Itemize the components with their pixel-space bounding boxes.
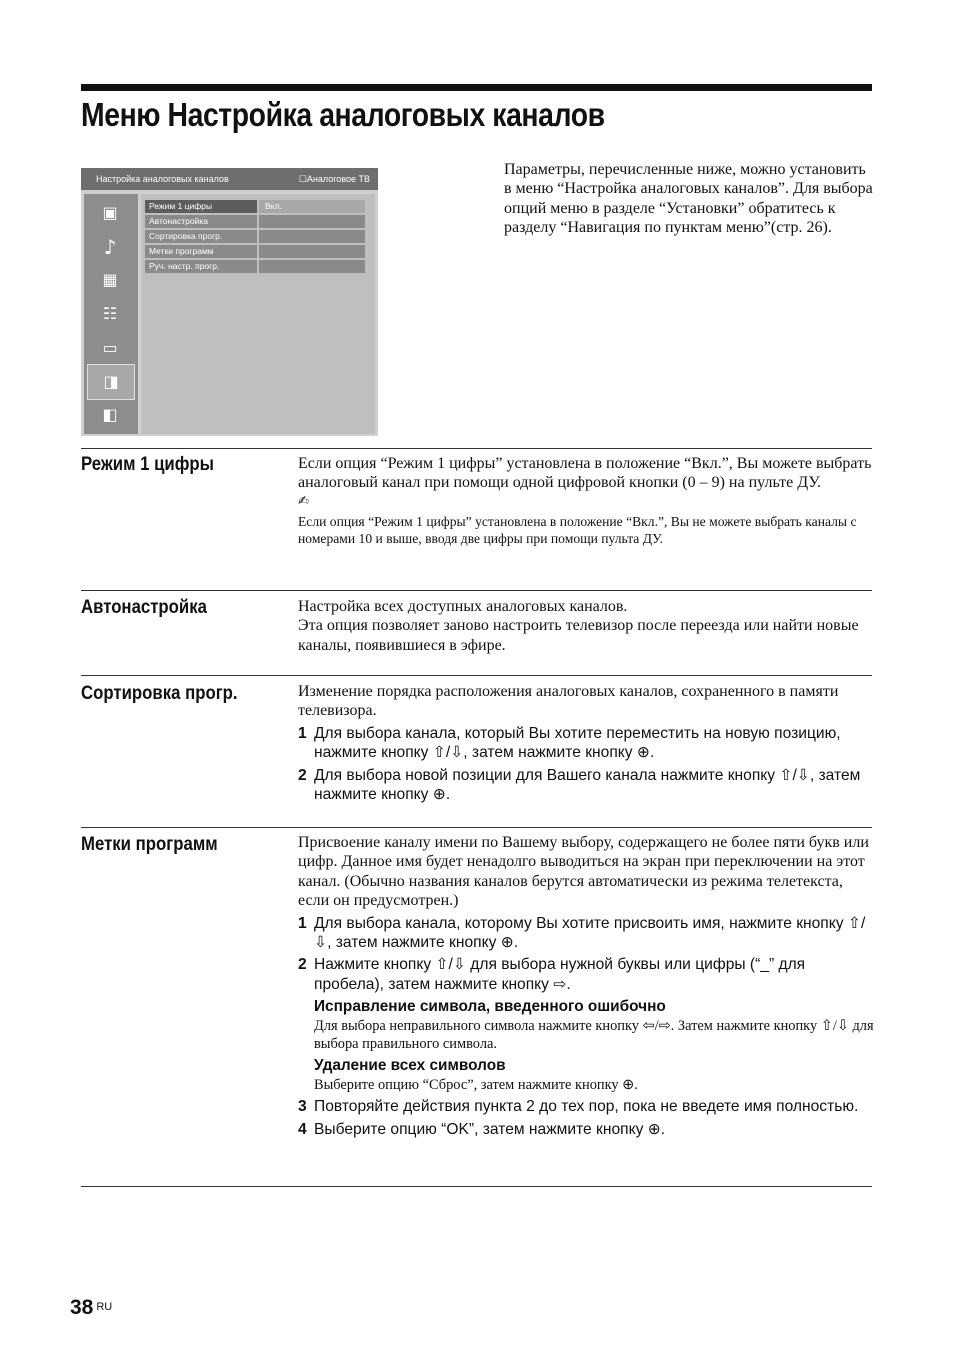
tv-menu-row-label: Метки программ [145, 245, 257, 258]
term-program-labels: Метки программ [81, 833, 218, 855]
page-number: 38 [70, 1296, 94, 1319]
definition-auto-tuning [298, 597, 876, 655]
step-text: Выберите опцию “OK”, затем нажмите кнопку ⊕. [314, 1120, 666, 1138]
tv-menu-header-mode: ☐Аналоговое ТВ [298, 174, 370, 184]
step-text: Для выбора новой позиции для Вашего канала нажмите кнопку ⇧/⇩, затем нажмите кнопку ⊕. [314, 766, 861, 804]
tv-menu-row-label: Руч. настр. прогр. [145, 260, 257, 273]
digital-setup-icon: ◧ [102, 405, 118, 424]
title-rule [81, 84, 872, 91]
definition-text: Если опция “Режим 1 цифры” установлена в положение “Вкл.”, Вы можете выбрать аналоговый канал при помощи одной цифровой кнопки (0 – 9) на пульте ДУ. [298, 455, 872, 492]
tv-menu-header-title: Настройка аналоговых каналов [96, 174, 229, 184]
sub-text: Выберите опцию “Сброс”, затем нажмите кнопку ⊕. [314, 1076, 638, 1093]
step-number: 1 [298, 914, 307, 932]
analog-setup-icon: ◨ [87, 364, 135, 400]
sub-text: Для выбора неправильного символа нажмите кнопку ⇦/⇨. Затем нажмите кнопку ⇧/⇩ для выбора правильного символа. [314, 1017, 874, 1053]
features-icon: ☷ [102, 304, 118, 323]
page-footer [70, 1296, 112, 1320]
definition-text: Изменение порядка расположения аналоговых каналов, сохраненного в памяти телевизора. [298, 683, 839, 720]
tv-menu-screenshot [81, 168, 378, 436]
note-text: Если опция “Режим 1 цифры” установлена в положение “Вкл.”, Вы не можете выбрать каналы с номерами 10 и выше, вводя две цифры при помощи пульта ДУ. [298, 513, 857, 547]
tv-menu-sidebar [84, 194, 138, 434]
picture-icon: ▣ [102, 203, 118, 222]
step-text: Нажмите кнопку ⇧/⇩ для выбора нужной буквы или цифры (“_” для пробела), затем нажмите кнопку ⇨. [314, 956, 806, 993]
intro-paragraph: Параметры, перечисленные ниже, можно установить в меню “Настройка аналоговых каналов”. Для выбора опций меню в разделе “Установки” обратитесь к разделу “Навигация по пунктам меню”(стр. 26). [504, 161, 873, 237]
section-divider [81, 590, 872, 591]
note-icon: ✍ [298, 493, 309, 509]
step-number: 2 [298, 766, 307, 784]
tv-menu-row-label: Автонастройка [145, 215, 257, 228]
step-item [298, 1097, 876, 1116]
term-single-digit-mode: Режим 1 цифры [81, 453, 214, 475]
definition-text: Настройка всех доступных аналоговых каналов. [298, 598, 628, 615]
sub-heading: Исправление символа, введенного ошибочно [314, 998, 666, 1016]
definition-program-labels [298, 833, 876, 1139]
step-number: 3 [298, 1098, 307, 1116]
tv-menu-row-value [259, 260, 365, 273]
tv-menu-row [145, 200, 365, 213]
section-divider [81, 675, 872, 676]
tv-menu-row-value [259, 245, 365, 258]
pc-icon: ▭ [102, 338, 118, 357]
step-number: 1 [298, 724, 307, 742]
tv-menu-row-label: Сортировка прогр. [145, 230, 257, 243]
term-program-sorting: Сортировка прогр. [81, 682, 238, 704]
sound-icon: ♪ [103, 235, 117, 259]
term-auto-tuning: Автонастройка [81, 596, 207, 618]
step-text: Для выбора канала, который Вы хотите переместить на новую позицию, нажмите кнопку ⇧/⇩, затем нажмите кнопку ⊕. [314, 724, 841, 762]
sub-section-clear [298, 1056, 876, 1094]
step-item [298, 1120, 876, 1139]
tv-menu-list [141, 194, 375, 434]
tv-menu-row [145, 245, 365, 258]
tv-menu-header [81, 168, 378, 190]
definition-text: Присвоение каналу имени по Вашему выбору, содержащего не более пяти букв или цифр. Данное имя будет ненадолго выводиться на экран при переключении на этот канал. (Обычно названия каналов берутся автоматически из режима телетекста, если он предусмотрен.) [298, 834, 869, 910]
step-number: 2 [298, 956, 307, 974]
tv-menu-row-label: Режим 1 цифры [145, 200, 257, 213]
step-text: Повторяйте действия пункта 2 до тех пор, пока не введете имя полностью. [314, 1098, 859, 1116]
step-number: 4 [298, 1120, 307, 1138]
language-code: RU [96, 1301, 113, 1313]
tv-menu-row-value [259, 230, 365, 243]
definition-single-digit-mode [298, 454, 876, 548]
step-item [298, 914, 876, 953]
step-text: Для выбора канала, которому Вы хотите присвоить имя, нажмите кнопку ⇧/⇩, затем нажмите кнопку ⊕. [314, 914, 866, 952]
step-item [298, 766, 876, 805]
step-item [298, 955, 876, 994]
step-item [298, 724, 876, 763]
sub-heading: Удаление всех символов [314, 1057, 506, 1075]
section-divider [81, 827, 872, 828]
tv-menu-row [145, 215, 365, 228]
tv-menu-row-value [259, 215, 365, 228]
tv-menu-row-value: Вкл. [259, 200, 365, 213]
section-divider [81, 1186, 872, 1187]
page-title: Меню Настройка аналоговых каналов [81, 96, 605, 133]
sub-section-fix [298, 997, 876, 1053]
definition-program-sorting [298, 682, 876, 804]
tv-menu-row [145, 230, 365, 243]
tv-menu-row [145, 260, 365, 273]
definition-text: Эта опция позволяет заново настроить телевизор после переезда или найти новые каналы, появившиеся в эфире. [298, 617, 859, 654]
section-divider [81, 448, 872, 449]
screen-icon: ▦ [102, 270, 118, 289]
